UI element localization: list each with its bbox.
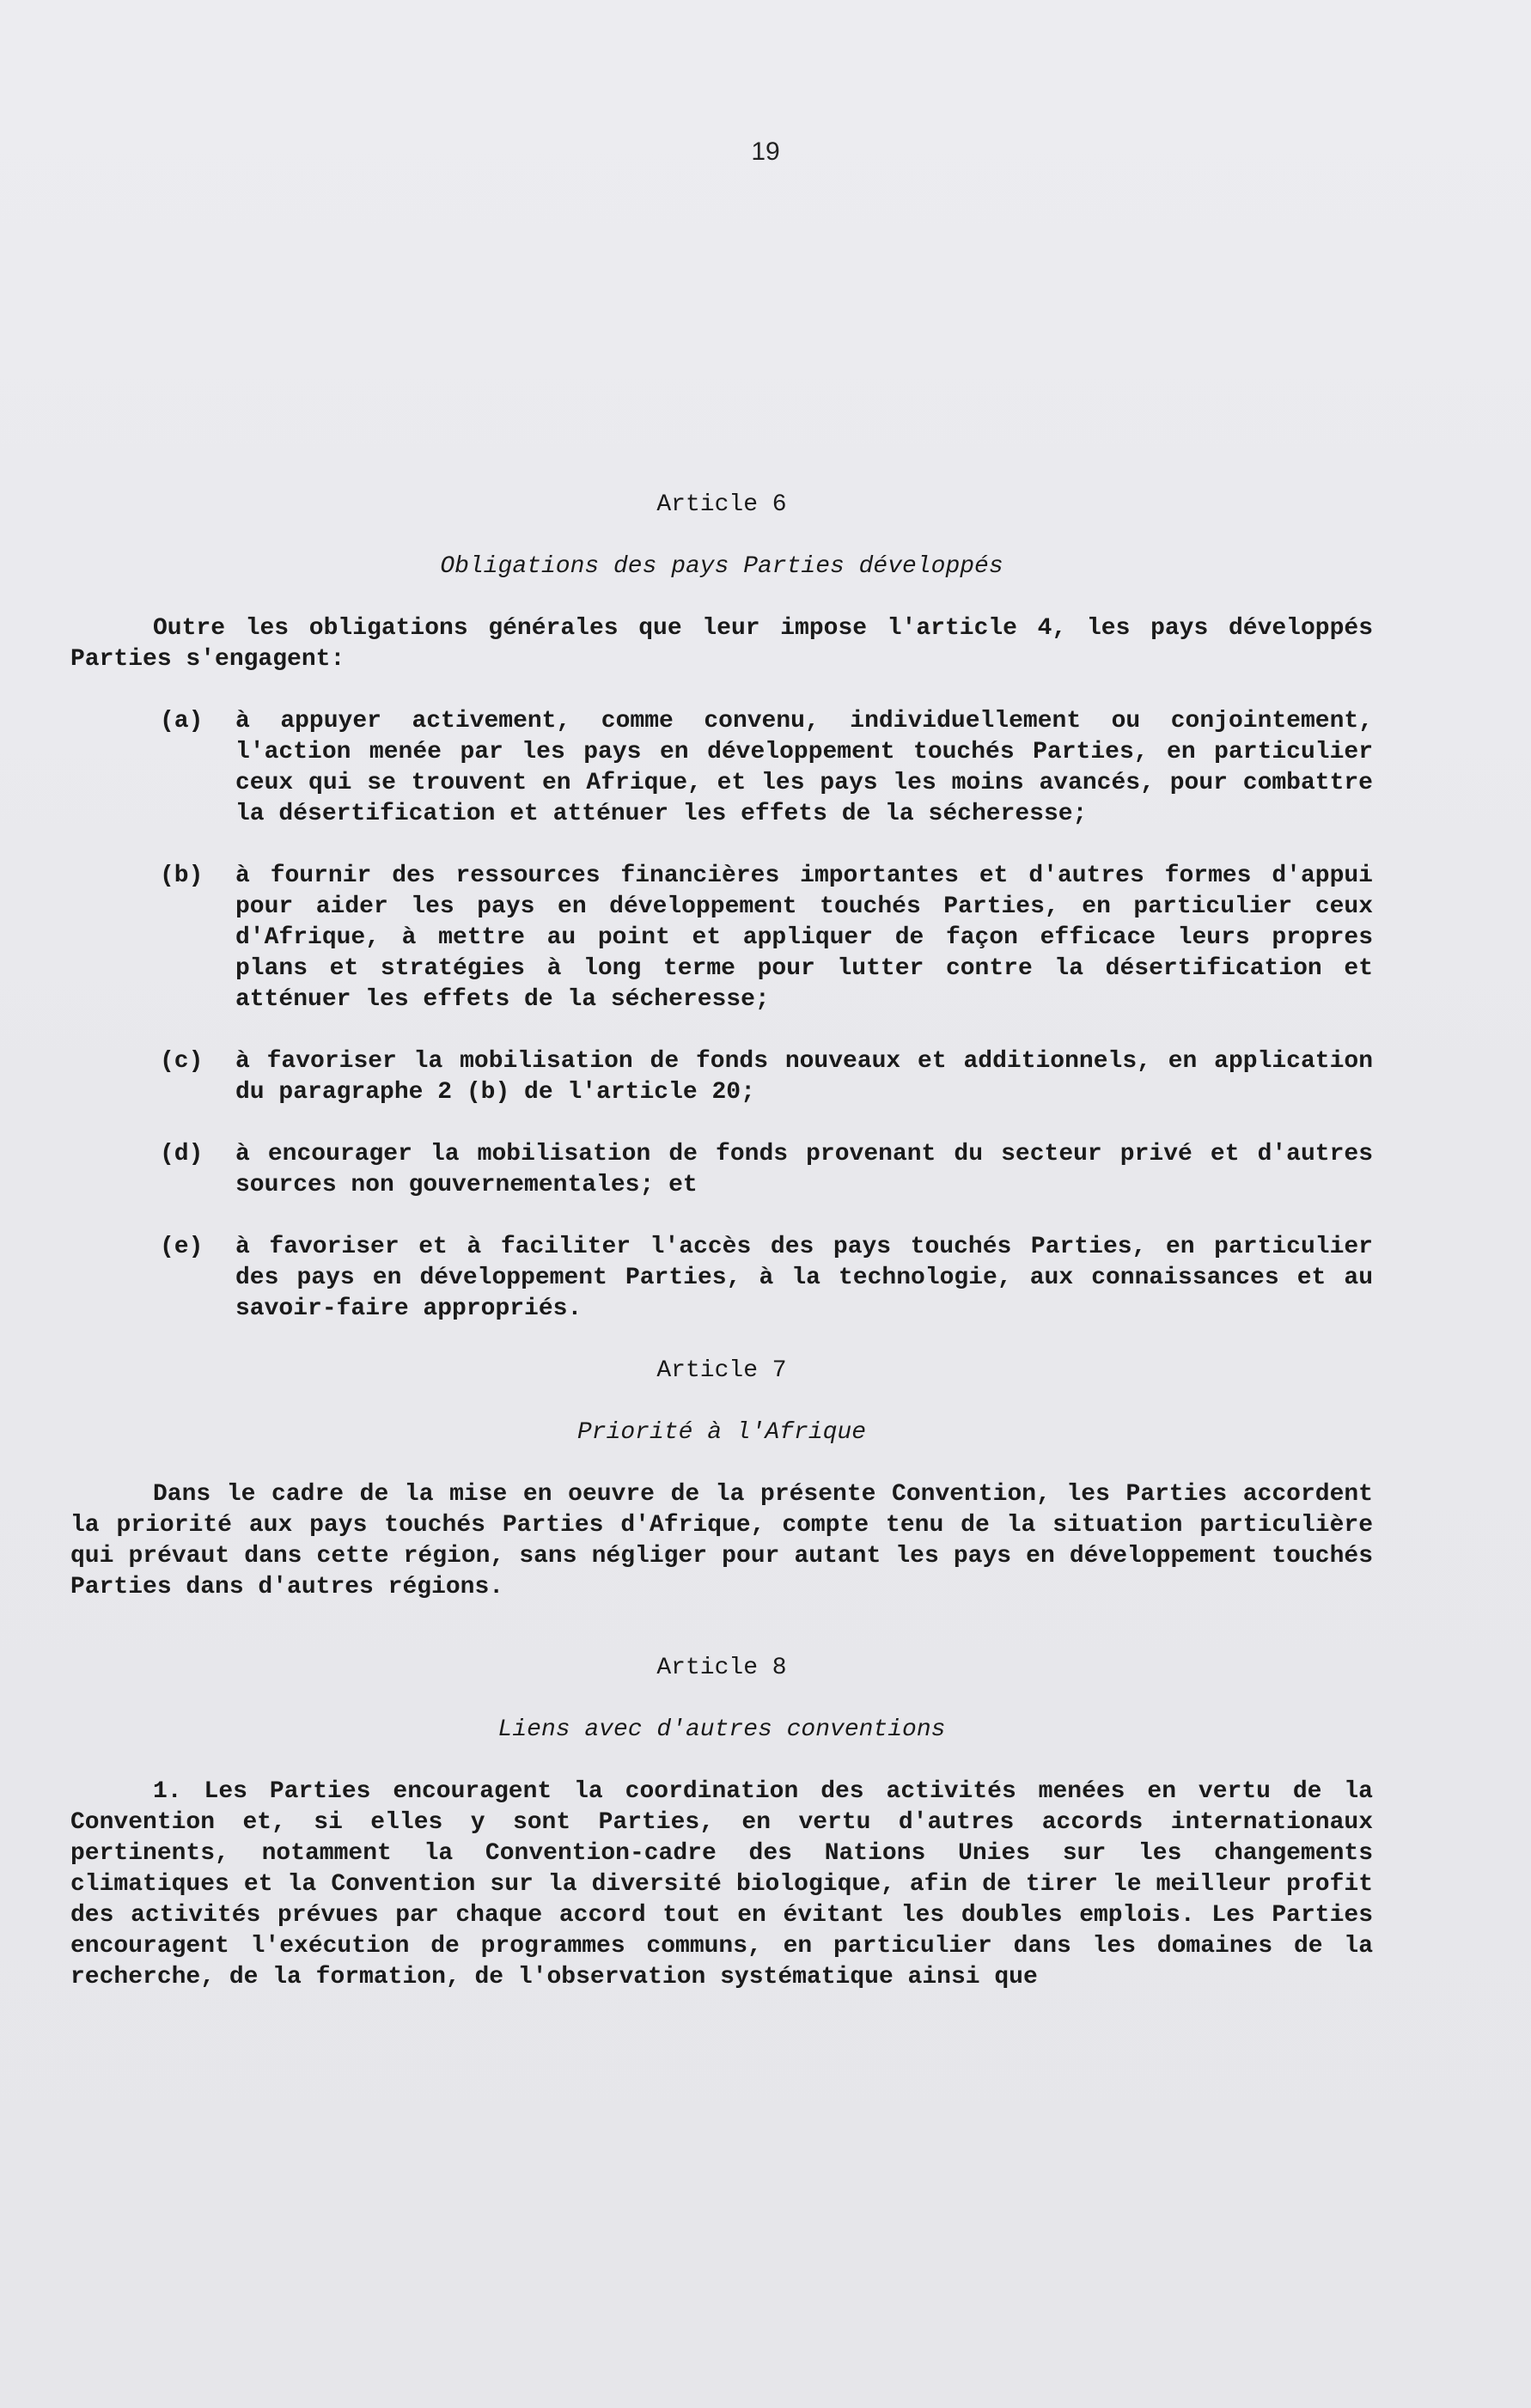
document-body: [70, 490, 1373, 1993]
article-7: [70, 1356, 1373, 1603]
list-item-label: (b): [160, 863, 204, 889]
list-item-text: à fournir des ressources financières importantes et d'autres formes d'appui pour aider les pays en développement touchés Parties, en particulier ceux d'Afrique, à mettre au point et appliquer de façon efficace leurs propres plans et stratégies à long terme pour lutter contre la désertification et atténuer les effets de la sécheresse;: [235, 863, 1373, 1013]
page-number: 19: [751, 137, 780, 166]
list-item-label: (e): [160, 1234, 204, 1260]
list-item-text: à encourager la mobilisation de fonds provenant du secteur privé et d'autres sources non gouvernementales; et: [235, 1141, 1373, 1198]
article-6-intro: Outre les obligations générales que leur impose l'article 4, les pays développés Parties s'engagent:: [70, 615, 1373, 673]
list-item: [70, 1139, 1373, 1201]
article-6-heading: Article 6: [656, 491, 787, 518]
article-7-heading: Article 7: [656, 1357, 787, 1384]
list-item-text: à favoriser la mobilisation de fonds nouveaux et additionnels, en application du paragraphe 2 (b) de l'article 20;: [235, 1048, 1373, 1106]
article-6: [70, 490, 1373, 1325]
list-item: [70, 861, 1373, 1015]
list-item-label: (d): [160, 1141, 204, 1167]
list-item-label: (a): [160, 708, 204, 735]
article-6-title: Obligations des pays Parties développés: [440, 553, 1003, 580]
article-7-body: Dans le cadre de la mise en oeuvre de la présente Convention, les Parties accordent la priorité aux pays touchés Parties d'Afrique, compte tenu de la situation particulière qui prévaut dans cette région, sans négliger pour autant les pays en développement touchés Parties dans d'autres régions.: [70, 1481, 1373, 1600]
list-item: [70, 706, 1373, 830]
article-7-title: Priorité à l'Afrique: [576, 1419, 867, 1446]
list-item-text: à appuyer activement, comme convenu, individuellement ou conjointement, l'action menée par les pays en développement touchés Parties, en particulier ceux qui se trouvent en Afrique, et les pays les moins avancés, pour combattre la désertification et atténuer les effets de la sécheresse;: [235, 708, 1373, 827]
article-8-heading: Article 8: [656, 1655, 787, 1681]
list-item: [70, 1232, 1373, 1325]
article-6-list: [70, 706, 1373, 1325]
list-item-text: à favoriser et à faciliter l'accès des pays touchés Parties, en particulier des pays en développement Parties, à la technologie, aux connaissances et au savoir-faire appropriés.: [235, 1234, 1373, 1322]
list-item: [70, 1046, 1373, 1108]
list-item-label: (c): [160, 1048, 204, 1075]
article-8-title: Liens avec d'autres conventions: [497, 1716, 946, 1743]
article-8: [70, 1653, 1373, 1993]
article-8-paragraph-1: 1. Les Parties encouragent la coordination des activités menées en vertu de la Convention et, si elles y sont Parties, en vertu d'autres accords internationaux pertinents, notamment la Convention-cadre des Nations Unies sur les changements climatiques et la Convention sur la diversité biologique, afin de tirer le meilleur profit des activités prévues par chaque accord tout en évitant les doubles emplois. Les Parties encouragent l'exécution de programmes communs, en particulier dans les domaines de la recherche, de la formation, de l'observation systématique ainsi que: [70, 1778, 1373, 1990]
